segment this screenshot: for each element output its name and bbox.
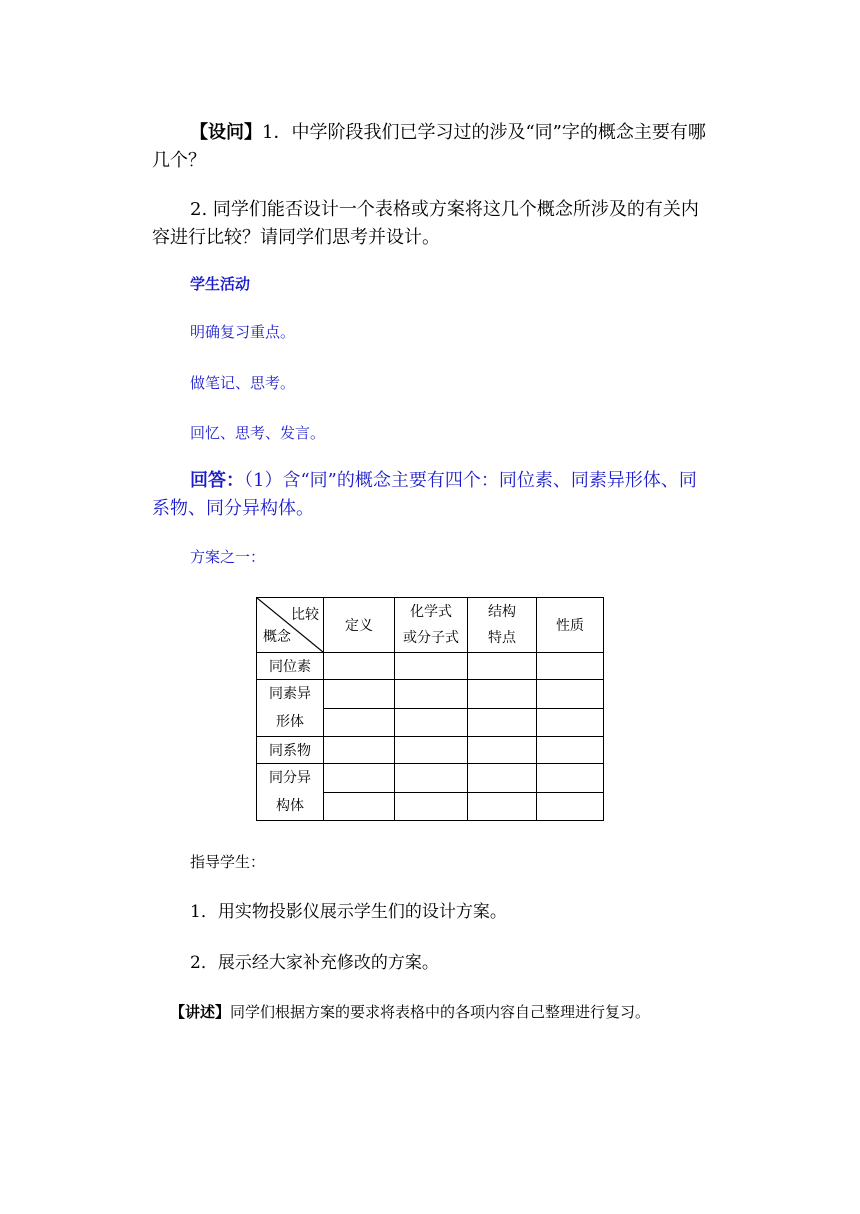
- table-cell: [468, 764, 537, 793]
- table-cell: [537, 709, 604, 737]
- corner-header-cell: [257, 598, 324, 653]
- table-cell: [324, 764, 395, 793]
- guide-step: 2．展示经大家补充修改的方案。: [190, 953, 439, 973]
- row-isomer-line2: 构体: [276, 798, 304, 814]
- table-cell: [395, 653, 468, 680]
- col-formula-header: [395, 598, 468, 653]
- lecture-tag: 【讲述】: [170, 1003, 231, 1021]
- col-structure-line1: 结构: [488, 604, 516, 620]
- table-cell: [468, 709, 537, 737]
- table-cell: [324, 737, 395, 764]
- table-cell: [537, 764, 604, 793]
- col-definition-header: 定义: [324, 598, 395, 653]
- table-cell: [468, 680, 537, 709]
- col-property-header: 性质: [537, 598, 604, 653]
- row-allotrope-line2: 形体: [276, 714, 304, 730]
- student-activity-item: 回忆、思考、发言。: [190, 424, 326, 442]
- col-structure-header: [468, 598, 537, 653]
- row-label-homolog: 同系物: [257, 737, 324, 764]
- row-label-allotrope: [257, 680, 324, 737]
- row-isomer-line1: 同分异: [269, 770, 311, 786]
- guide-heading: 指导学生：: [190, 853, 266, 871]
- row-allotrope-line1: 同素异: [269, 686, 311, 702]
- row-label-isotope: 同位素: [257, 653, 324, 680]
- table-cell: [468, 793, 537, 821]
- table-row: [257, 737, 604, 764]
- question-2: 2. 同学们能否设计一个表格或方案将这几个概念所涉及的有关内容进行比较？请同学们思考并设计。: [152, 199, 699, 248]
- question-tag: 【设问】: [190, 122, 262, 143]
- col-structure-line2: 特点: [488, 630, 516, 646]
- row-label-isomer: [257, 764, 324, 821]
- table-cell: [537, 680, 604, 709]
- table-header-row: [257, 598, 604, 653]
- col-formula-line2: 或分子式: [403, 630, 459, 646]
- answer-text: （1）含“同”的概念主要有四个：同位素、同素异形体、同系物、同分异构体。: [152, 470, 697, 519]
- table-cell: [537, 793, 604, 821]
- student-activity-item: 做笔记、思考。: [190, 374, 296, 392]
- table-cell: [468, 737, 537, 764]
- question-1: [152, 119, 712, 175]
- answer-label: 回答：: [190, 470, 244, 491]
- table-cell: [324, 793, 395, 821]
- answer-paragraph: [152, 467, 712, 523]
- table-cell: [395, 737, 468, 764]
- table-cell: [324, 680, 395, 709]
- table-cell: [395, 793, 468, 821]
- table-row: [257, 680, 604, 709]
- table-cell: [395, 764, 468, 793]
- student-activity-heading: 学生活动: [190, 275, 251, 293]
- table-cell: [395, 709, 468, 737]
- table-cell: [324, 709, 395, 737]
- lecture-paragraph: [152, 998, 712, 1026]
- student-activity-item: 明确复习重点。: [190, 323, 296, 341]
- table-cell: [324, 653, 395, 680]
- corner-bottom-label: 概念: [263, 629, 291, 645]
- table-cell: [537, 653, 604, 680]
- table-cell: [537, 737, 604, 764]
- table-cell: [395, 680, 468, 709]
- table-row: [257, 764, 604, 793]
- col-formula-line1: 化学式: [410, 604, 452, 620]
- lecture-text: 同学们根据方案的要求将表格中的各项内容自己整理进行复习。: [230, 1003, 651, 1021]
- plan-label: 方案之一：: [190, 548, 266, 566]
- table-row: [257, 653, 604, 680]
- corner-top-label: 比较: [291, 607, 319, 623]
- guide-step: 1．用实物投影仪展示学生们的设计方案。: [190, 902, 507, 922]
- question-1-text: 1．中学阶段我们已学习过的涉及“同”字的概念主要有哪几个？: [152, 122, 706, 171]
- table-cell: [468, 653, 537, 680]
- comparison-table: [256, 597, 604, 821]
